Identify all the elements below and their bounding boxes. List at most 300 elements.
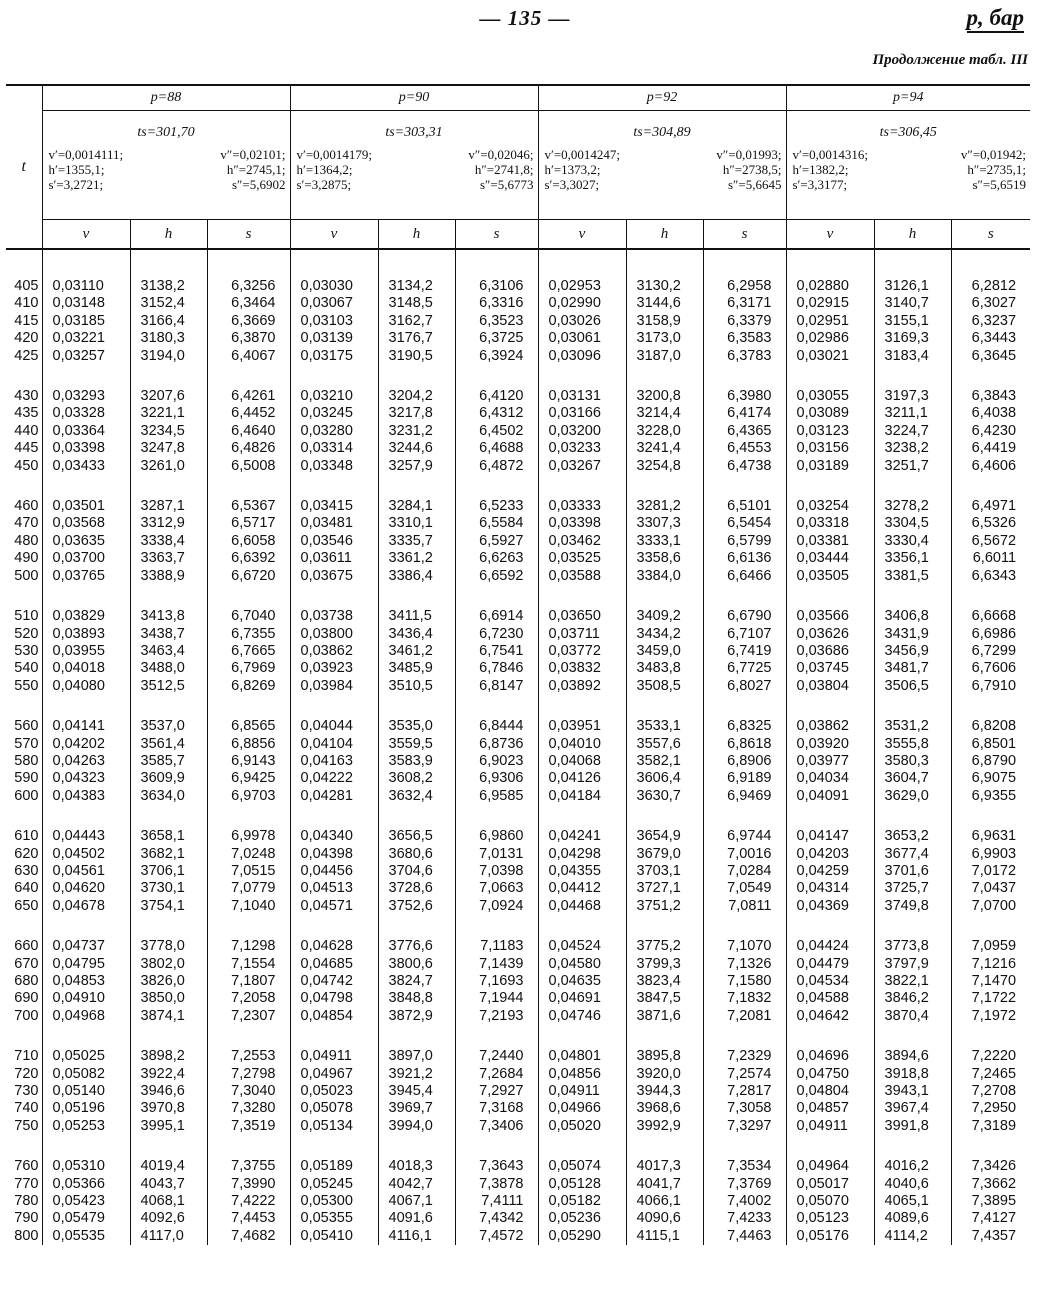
steam-properties-table xyxy=(6,84,1030,1245)
v-value: 0,05535 xyxy=(52,1227,105,1244)
h-value: 3535,0 xyxy=(388,718,433,735)
s-column-cell xyxy=(455,388,538,475)
s-double-prime: s″=5,6902 xyxy=(231,177,286,192)
h-value: 3485,9 xyxy=(388,660,433,677)
h-value: 3946,6 xyxy=(140,1083,185,1100)
v-value: 0,04323 xyxy=(52,770,105,787)
temperature-column-header: t xyxy=(6,85,42,249)
h-value: 3287,1 xyxy=(140,498,185,515)
h-value: 3559,5 xyxy=(388,735,433,752)
h-value: 3190,5 xyxy=(388,347,433,364)
h-value: 3330,4 xyxy=(884,532,929,549)
h-value: 3304,5 xyxy=(884,515,929,532)
s-value: 7,1298 xyxy=(231,938,276,955)
v-value: 0,03398 xyxy=(548,515,601,532)
v-value: 0,04561 xyxy=(52,862,105,879)
v-column-cell xyxy=(290,828,378,915)
spacer-row xyxy=(6,249,1030,278)
s-value: 6,9585 xyxy=(479,787,524,804)
v-column-cell xyxy=(538,388,626,475)
s-value: 6,7725 xyxy=(727,660,772,677)
v-value: 0,04314 xyxy=(796,880,849,897)
v-value: 0,03955 xyxy=(52,642,105,659)
h-value: 3241,4 xyxy=(636,440,681,457)
h-value: 3608,2 xyxy=(388,770,433,787)
temperature-value: 640 xyxy=(14,880,39,897)
h-value: 3872,9 xyxy=(388,1007,433,1024)
h-value: 3257,9 xyxy=(388,457,433,474)
h-value: 3557,6 xyxy=(636,735,681,752)
h-value: 3434,2 xyxy=(636,625,681,642)
v-value: 0,03210 xyxy=(300,388,353,405)
h-value: 3629,0 xyxy=(884,787,929,804)
h-value: 3431,9 xyxy=(884,625,929,642)
v-value: 0,03772 xyxy=(548,642,601,659)
v-value: 0,03185 xyxy=(52,312,105,329)
v-value: 0,03123 xyxy=(796,422,849,439)
h-value: 3459,0 xyxy=(636,642,681,659)
s-value: 6,8856 xyxy=(231,735,276,752)
s-value: 6,4606 xyxy=(971,457,1017,474)
column-header-row xyxy=(6,220,1030,250)
h-value: 3776,6 xyxy=(388,938,433,955)
v-value: 0,04398 xyxy=(300,845,353,862)
h-value: 3704,6 xyxy=(388,862,433,879)
v-value: 0,04798 xyxy=(300,990,353,1007)
h-value: 3824,7 xyxy=(388,973,433,989)
v-column-cell xyxy=(786,1158,874,1245)
temperature-value: 460 xyxy=(14,498,39,515)
s-value: 7,1183 xyxy=(480,938,524,955)
h-value: 4016,2 xyxy=(884,1158,929,1175)
temperature-value: 490 xyxy=(14,550,39,567)
v-column-cell xyxy=(290,278,378,365)
s-prime: s′=3,3177; xyxy=(792,177,848,192)
s-column-cell xyxy=(951,828,1030,915)
h-value: 3148,5 xyxy=(388,295,433,312)
s-value: 7,1972 xyxy=(971,1007,1017,1024)
v-value: 0,03061 xyxy=(548,330,601,347)
v-value: 0,04126 xyxy=(548,770,601,787)
temperature-cell xyxy=(6,718,42,805)
h-value: 3632,4 xyxy=(388,787,433,804)
s-value: 6,4312 xyxy=(479,405,524,422)
h-value: 3483,8 xyxy=(636,660,681,677)
v-value: 0,04571 xyxy=(300,897,353,914)
s-value: 6,6720 xyxy=(231,567,276,584)
s-column-cell xyxy=(951,498,1030,585)
v-value: 0,03055 xyxy=(796,388,849,405)
h-value: 3773,8 xyxy=(884,938,929,955)
h-column-cell xyxy=(378,938,455,1025)
h-value: 3411,5 xyxy=(388,608,432,625)
s-value: 7,3168 xyxy=(479,1100,524,1117)
v-value: 0,03738 xyxy=(300,608,353,625)
h-value: 3850,0 xyxy=(140,990,185,1007)
v-value: 0,03364 xyxy=(52,422,105,439)
s-value: 6,6011 xyxy=(972,550,1017,567)
s-column-cell xyxy=(951,718,1030,805)
v-double-prime: v″=0,01993; xyxy=(716,147,782,162)
h-value: 3537,0 xyxy=(140,718,185,735)
h-prime: h′=1355,1; xyxy=(48,162,105,177)
v-value: 0,03711 xyxy=(548,625,600,642)
s-column-cell xyxy=(455,1158,538,1245)
s-double-prime: s″=5,6645 xyxy=(727,177,782,192)
h-value: 3944,3 xyxy=(636,1083,681,1100)
saturation-block xyxy=(786,111,1030,220)
v-value: 0,02953 xyxy=(548,278,601,294)
v-value: 0,03257 xyxy=(52,347,105,364)
temperature-value: 650 xyxy=(14,897,39,914)
s-value: 6,9075 xyxy=(971,770,1017,787)
v-value: 0,05479 xyxy=(52,1210,105,1227)
s-value: 6,9860 xyxy=(479,828,524,845)
v-column-cell xyxy=(290,938,378,1025)
s-value: 6,9903 xyxy=(971,845,1017,862)
s-value: 7,3426 xyxy=(971,1158,1017,1175)
v-value: 0,03635 xyxy=(52,532,105,549)
s-value: 6,2812 xyxy=(971,278,1017,294)
s-column-cell xyxy=(951,1048,1030,1135)
h-value: 3897,0 xyxy=(388,1048,433,1065)
v-value: 0,03175 xyxy=(300,347,353,364)
s-value: 6,4365 xyxy=(727,422,772,439)
v-value: 0,04964 xyxy=(796,1158,849,1175)
temperature-value: 800 xyxy=(14,1227,39,1244)
v-value: 0,04678 xyxy=(52,897,105,914)
s-value: 7,0515 xyxy=(231,862,276,879)
h-value: 3207,6 xyxy=(140,388,185,405)
v-column-cell xyxy=(290,608,378,695)
h-value: 3656,5 xyxy=(388,828,433,845)
s-value: 6,5717 xyxy=(231,515,276,532)
h-column-cell xyxy=(626,1048,703,1135)
h-value: 4041,7 xyxy=(636,1175,681,1192)
v-value: 0,05023 xyxy=(300,1083,353,1100)
h-value: 3992,9 xyxy=(636,1117,681,1134)
s-value: 7,2927 xyxy=(479,1083,524,1100)
s-prime: s′=3,2721; xyxy=(48,177,104,192)
temperature-value: 770 xyxy=(14,1175,39,1192)
v-value: 0,02986 xyxy=(796,330,849,347)
s-column-cell xyxy=(455,718,538,805)
v-value: 0,05410 xyxy=(300,1227,353,1244)
v-value: 0,03650 xyxy=(548,608,601,625)
v-column-cell xyxy=(290,498,378,585)
temperature-value: 560 xyxy=(14,718,39,735)
s-value: 6,4553 xyxy=(727,440,772,457)
s-value: 7,2220 xyxy=(971,1048,1017,1065)
v-column-cell xyxy=(42,608,130,695)
s-column-cell xyxy=(455,1048,538,1135)
v-value: 0,03398 xyxy=(52,440,105,457)
h-value: 3874,1 xyxy=(140,1007,185,1024)
v-value: 0,03381 xyxy=(796,532,849,549)
h-value: 3580,3 xyxy=(884,752,929,769)
s-value: 7,1554 xyxy=(231,955,276,972)
h-value: 3197,3 xyxy=(884,388,929,405)
h-value: 4067,1 xyxy=(388,1193,433,1210)
v-value: 0,03415 xyxy=(300,498,353,515)
s-column-cell xyxy=(703,498,786,585)
v-value: 0,04750 xyxy=(796,1065,849,1082)
s-value: 6,4502 xyxy=(479,422,524,439)
s-value: 7,0549 xyxy=(727,880,772,897)
s-value: 6,8147 xyxy=(479,677,524,694)
v-value: 0,04184 xyxy=(548,787,601,804)
s-value: 6,4419 xyxy=(971,440,1017,457)
temperature-value: 470 xyxy=(14,515,39,532)
s-value: 6,4067 xyxy=(231,347,276,364)
v-value: 0,03525 xyxy=(548,550,601,567)
v-value: 0,04263 xyxy=(52,752,105,769)
v-value: 0,05070 xyxy=(796,1193,849,1210)
temperature-value: 510 xyxy=(14,608,39,625)
h-column-cell xyxy=(874,1048,951,1135)
s-value: 6,8501 xyxy=(971,735,1017,752)
v-value: 0,03984 xyxy=(300,677,353,694)
v-value: 0,04620 xyxy=(52,880,105,897)
s-column-cell xyxy=(703,608,786,695)
v-value: 0,04034 xyxy=(796,770,849,787)
h-value: 3894,6 xyxy=(884,1048,929,1065)
v-value: 0,03026 xyxy=(548,312,601,329)
v-value: 0,04044 xyxy=(300,718,353,735)
h-value: 3214,4 xyxy=(636,405,681,422)
v-value: 0,03700 xyxy=(52,550,105,567)
v-value: 0,03481 xyxy=(300,515,353,532)
v-value: 0,05134 xyxy=(300,1117,353,1134)
v-column-cell xyxy=(538,828,626,915)
s-value: 6,8208 xyxy=(971,718,1017,735)
saturation-temperature: ts=306,45 xyxy=(879,125,937,140)
v-column-cell xyxy=(786,718,874,805)
s-double-prime: s″=5,6519 xyxy=(972,177,1027,192)
v-value: 0,03166 xyxy=(548,405,601,422)
v-value: 0,04479 xyxy=(796,955,849,972)
s-value: 6,3379 xyxy=(727,312,772,329)
v-value: 0,03444 xyxy=(796,550,849,567)
v-value: 0,05176 xyxy=(796,1227,849,1244)
h-value: 4116,1 xyxy=(388,1227,432,1244)
s-value: 7,0663 xyxy=(479,880,524,897)
s-value: 6,4038 xyxy=(971,405,1017,422)
v-value: 0,03021 xyxy=(796,347,849,364)
h-value: 3823,4 xyxy=(636,973,681,989)
s-value: 7,3519 xyxy=(231,1117,276,1134)
h-column-cell xyxy=(874,278,951,365)
v-column-cell xyxy=(290,1158,378,1245)
s-value: 7,4453 xyxy=(231,1210,276,1227)
s-column-cell xyxy=(207,1048,290,1135)
s-column-cell xyxy=(951,608,1030,695)
h-value: 3922,4 xyxy=(140,1065,185,1082)
table-body xyxy=(6,249,1030,1245)
h-column-cell xyxy=(130,938,207,1025)
s-value: 6,4688 xyxy=(479,440,524,457)
v-value: 0,03348 xyxy=(300,457,353,474)
v-value: 0,03862 xyxy=(796,718,849,735)
v-value: 0,05290 xyxy=(548,1227,601,1244)
s-value: 6,7107 xyxy=(727,625,772,642)
h-value: 4068,1 xyxy=(140,1193,185,1210)
h-value: 3968,6 xyxy=(636,1100,681,1117)
v-value: 0,05189 xyxy=(300,1158,353,1175)
s-value: 6,8444 xyxy=(479,718,524,735)
s-value: 6,5799 xyxy=(727,532,772,549)
v-value: 0,04241 xyxy=(548,828,601,845)
saturation-header-row xyxy=(6,111,1030,220)
v-value: 0,05253 xyxy=(52,1117,105,1134)
h-value: 3162,7 xyxy=(388,312,433,329)
s-value: 6,9425 xyxy=(231,770,276,787)
temperature-value: 435 xyxy=(14,405,39,422)
v-value: 0,04968 xyxy=(52,1007,105,1024)
h-value: 3211,1 xyxy=(884,405,928,422)
h-column-cell xyxy=(378,1048,455,1135)
s-value: 6,3725 xyxy=(479,330,524,347)
s-value: 6,6392 xyxy=(231,550,276,567)
block-gap-row xyxy=(6,1025,1030,1048)
s-value: 6,3316 xyxy=(479,295,524,312)
s-value: 7,3755 xyxy=(231,1158,276,1175)
column-header-h: h xyxy=(874,220,951,250)
v-column-cell xyxy=(290,1048,378,1135)
v-value: 0,05300 xyxy=(300,1193,353,1210)
v-value: 0,03156 xyxy=(796,440,849,457)
h-value: 3180,3 xyxy=(140,330,185,347)
s-value: 7,0959 xyxy=(971,938,1017,955)
v-value: 0,03103 xyxy=(300,312,353,329)
h-value: 3682,1 xyxy=(140,845,185,862)
v-column-cell xyxy=(42,718,130,805)
v-double-prime: v″=0,02101; xyxy=(220,147,286,162)
v-value: 0,04588 xyxy=(796,990,849,1007)
s-value: 6,5233 xyxy=(479,498,524,515)
table-row-group xyxy=(6,938,1030,1025)
block-gap-row xyxy=(6,475,1030,498)
h-value: 3606,4 xyxy=(636,770,681,787)
s-value: 7,3878 xyxy=(479,1175,524,1192)
s-value: 6,4174 xyxy=(727,405,772,422)
v-value: 0,04911 xyxy=(548,1083,600,1100)
v-value: 0,04628 xyxy=(300,938,353,955)
h-value: 3898,2 xyxy=(140,1048,185,1065)
h-value: 3921,2 xyxy=(388,1065,433,1082)
s-value: 6,4230 xyxy=(971,422,1017,439)
h-value: 3166,4 xyxy=(140,312,185,329)
temperature-value: 420 xyxy=(14,330,39,347)
s-prime: s′=3,2875; xyxy=(296,177,352,192)
s-value: 6,6592 xyxy=(479,567,524,584)
s-value: 7,0284 xyxy=(727,862,772,879)
v-column-cell xyxy=(42,498,130,585)
v-value: 0,03433 xyxy=(52,457,105,474)
v-value: 0,04696 xyxy=(796,1048,849,1065)
h-value: 3846,2 xyxy=(884,990,929,1007)
temperature-value: 440 xyxy=(14,422,39,439)
v-value: 0,04163 xyxy=(300,752,353,769)
s-value: 7,0700 xyxy=(971,897,1017,914)
v-value: 0,04443 xyxy=(52,828,105,845)
v-value: 0,04298 xyxy=(548,845,601,862)
s-value: 7,1439 xyxy=(479,955,524,972)
v-value: 0,05025 xyxy=(52,1048,105,1065)
s-value: 6,9469 xyxy=(727,787,772,804)
v-value: 0,03314 xyxy=(300,440,353,457)
block-gap-row xyxy=(6,365,1030,388)
v-value: 0,04222 xyxy=(300,770,353,787)
h-value: 3802,0 xyxy=(140,955,185,972)
v-value: 0,03923 xyxy=(300,660,353,677)
s-value: 6,3523 xyxy=(479,312,524,329)
h-value: 3991,8 xyxy=(884,1117,929,1134)
v-value: 0,02990 xyxy=(548,295,601,312)
v-column-cell xyxy=(538,1158,626,1245)
s-value: 7,0172 xyxy=(971,862,1017,879)
h-value: 3356,1 xyxy=(884,550,929,567)
v-value: 0,03200 xyxy=(548,422,601,439)
s-value: 7,4222 xyxy=(231,1193,276,1210)
h-value: 3920,0 xyxy=(636,1065,681,1082)
h-value: 3406,8 xyxy=(884,608,929,625)
h-value: 3134,2 xyxy=(388,278,433,294)
s-value: 6,8906 xyxy=(727,752,772,769)
column-header-h: h xyxy=(626,220,703,250)
temperature-value: 520 xyxy=(14,625,39,642)
h-value: 3800,6 xyxy=(388,955,433,972)
h-column-cell xyxy=(130,608,207,695)
s-value: 7,1040 xyxy=(231,897,276,914)
v-value: 0,04801 xyxy=(548,1048,601,1065)
s-value: 6,4738 xyxy=(727,457,772,474)
h-column-cell xyxy=(130,498,207,585)
s-value: 7,0398 xyxy=(479,862,524,879)
v-column-cell xyxy=(538,608,626,695)
column-header-s: s xyxy=(455,220,538,250)
h-value: 3238,2 xyxy=(884,440,929,457)
v-value: 0,05082 xyxy=(52,1065,105,1082)
s-value: 6,5584 xyxy=(479,515,524,532)
s-column-cell xyxy=(207,388,290,475)
s-value: 6,6790 xyxy=(727,608,772,625)
v-column-cell xyxy=(786,1048,874,1135)
h-value: 3799,3 xyxy=(636,955,681,972)
temperature-value: 540 xyxy=(14,660,39,677)
block-gap-row xyxy=(6,585,1030,608)
v-value: 0,02915 xyxy=(796,295,849,312)
s-value: 6,4640 xyxy=(231,422,276,439)
s-column-cell xyxy=(455,938,538,1025)
temperature-value: 580 xyxy=(14,752,39,769)
h-value: 3384,0 xyxy=(636,567,681,584)
h-value: 3333,1 xyxy=(636,532,681,549)
s-value: 6,4261 xyxy=(231,388,276,405)
v-value: 0,03829 xyxy=(52,608,105,625)
h-value: 3870,4 xyxy=(884,1007,929,1024)
h-value: 3918,8 xyxy=(884,1065,929,1082)
temperature-value: 710 xyxy=(14,1048,39,1065)
v-value: 0,03765 xyxy=(52,567,105,584)
v-value: 0,03501 xyxy=(52,498,105,515)
s-value: 6,7846 xyxy=(479,660,524,677)
v-value: 0,03951 xyxy=(548,718,601,735)
v-value: 0,04685 xyxy=(300,955,353,972)
s-column-cell xyxy=(207,1158,290,1245)
s-value: 7,1070 xyxy=(727,938,772,955)
h-column-cell xyxy=(130,1158,207,1245)
